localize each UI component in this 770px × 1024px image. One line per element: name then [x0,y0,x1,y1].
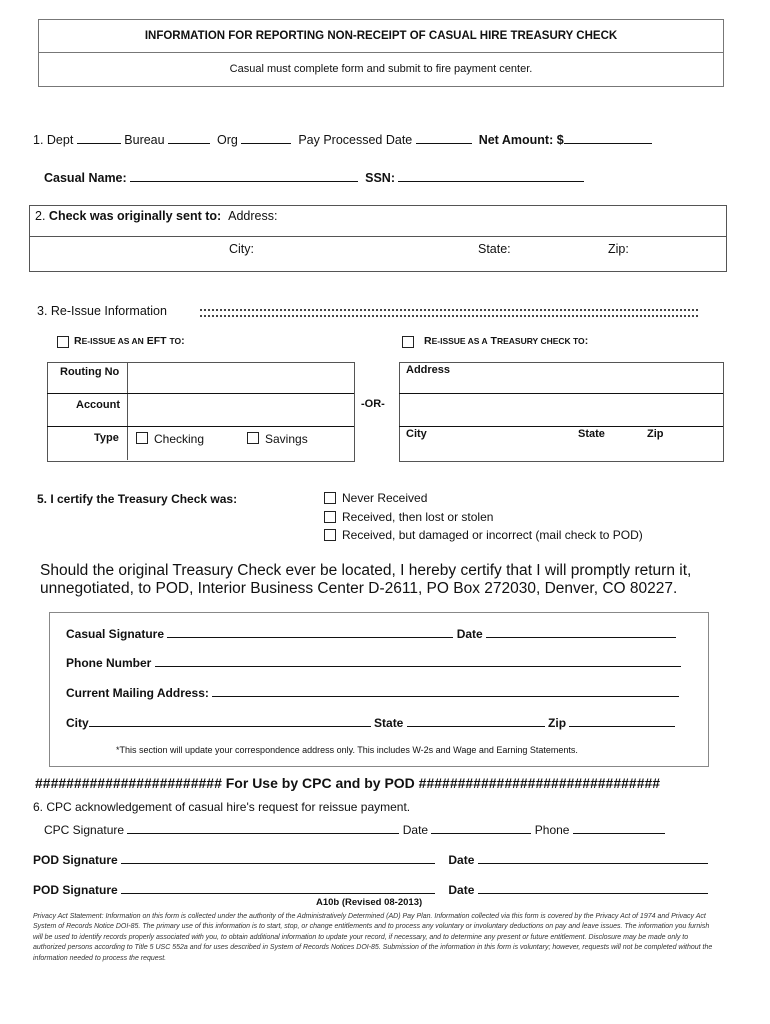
savings-label: Savings [265,432,308,446]
account-field[interactable] [130,396,352,425]
city-state-zip-row [66,716,675,730]
casual-signature-label: Casual Signature [66,627,165,641]
cpc-phone-label: Phone [534,823,570,837]
check-sent-to-label: Check was originally sent to: [48,209,222,223]
orig-city-label: City: [229,242,254,256]
casual-city-field[interactable] [89,725,371,727]
treasury-city-label: City [406,428,427,440]
form-subtitle: Casual must complete form and submit to fire payment center. [229,63,533,75]
form-title: INFORMATION FOR REPORTING NON-RECEIPT OF CASUAL HIRE TREASURY CHECK [39,20,723,53]
pod-date-field-2[interactable] [478,892,708,894]
pod-signature-row-1 [33,853,708,867]
dotted-separator [200,309,698,317]
casual-state-field[interactable] [407,725,545,727]
phone-row [66,656,681,670]
reissue-title: 3. Re-Issue Information [37,304,167,318]
pod-date-field-1[interactable] [478,862,708,864]
phone-label: Phone Number [66,656,152,670]
treasury-option-label: RE-ISSUE AS A TREASURY CHECK TO: [424,335,589,347]
org-label: Org [217,133,238,147]
cpc-date-field[interactable] [431,832,531,834]
org-field[interactable] [241,142,291,144]
statement-line-1: Should the original Treasury Check ever be located, I hereby certify that I will promptly return it, [40,562,692,579]
cpc-signature-row [44,823,665,837]
mailing-row [66,686,679,700]
section1-row2 [44,171,584,185]
casual-date-label: Date [456,627,483,641]
casual-name-field[interactable] [130,180,358,182]
mailing-field[interactable] [212,695,679,697]
section2-number: 2. [35,209,46,223]
treasury-zip-label: Zip [647,428,664,440]
treasury-row-divider-1 [399,393,723,394]
bureau-field[interactable] [168,142,210,144]
treasury-row-divider-2 [399,426,723,427]
phone-field[interactable] [155,665,681,667]
eft-checkbox[interactable] [57,336,69,348]
never-received-checkbox[interactable] [324,492,336,504]
checking-label: Checking [154,432,205,446]
pay-date-label: Pay Processed Date [298,133,413,147]
pod-signature-field-2[interactable] [121,892,435,894]
routing-label: Routing No [60,366,120,378]
eft-option-label: RE-ISSUE AS AN EFT TO: [74,335,185,347]
orig-zip-label: Zip: [608,242,629,256]
treasury-state-label: State [578,428,605,440]
lost-stolen-checkbox[interactable] [324,511,336,523]
account-label: Account [76,399,120,411]
checking-checkbox[interactable] [136,432,148,444]
casual-signature-row [66,627,676,641]
cpc-signature-field[interactable] [127,832,399,834]
form-id: A10b (Revised 08-2013) [316,897,423,908]
casual-zip-label: Zip [548,716,567,730]
casual-city-label: City [66,716,89,730]
ssn-field[interactable] [398,180,584,182]
cpc-banner: ######################## For Use by CPC and by POD ############################### [35,775,661,791]
privacy-act-statement: Privacy Act Statement: Information on this form is collected under the authority of the Administratively Determined (AD) Pay Plan. Information collected via this form is covered by the Privacy Act of 1974 and Privacy Act System of Records Notice DOI-85. The primary use of this information is to start, stop, or change entitlements and to process any voluntary or involuntary deductions on pay and leave issues. The information you furnish will be used to identify records properly associated with you, to obtain additional information to update your record, if necessary, and to determine any present or future entitlement. Disclosure may be made only to authorized persons according to Title 5 USC 552a and for uses described in System of Records Notices DOI-85. Submission of the information in this form is voluntary; however, requests will not be completed without the information needed to process the request. [33,913,713,962]
cpc-phone-field[interactable] [573,832,665,834]
pod-signature-field-1[interactable] [121,862,435,864]
eft-row-divider-1 [47,393,354,394]
or-separator: -OR- [361,398,385,410]
net-amount-field[interactable] [564,142,652,144]
form-header [38,19,724,87]
routing-field[interactable] [130,364,352,392]
lost-stolen-label: Received, then lost or stolen [342,510,494,524]
net-amount-label: Net Amount: $ [478,133,564,147]
casual-zip-field[interactable] [569,725,675,727]
pod-signature-row-2 [33,883,708,897]
certify-label: 5. I certify the Treasury Check was: [37,492,238,506]
ssn-label: SSN: [365,171,395,185]
type-label: Type [94,432,119,444]
mailing-label: Current Mailing Address: [66,686,209,700]
dept-label: 1. Dept [33,133,74,147]
treasury-address-label: Address [406,364,451,376]
casual-name-label: Casual Name: [44,171,127,185]
damaged-label: Received, but damaged or incorrect (mail check to POD) [342,528,643,542]
statement-line-2: unnegotiated, to POD, Interior Business Center D-2611, PO Box 272030, Denver, CO 80227. [40,580,678,597]
dept-field[interactable] [77,142,121,144]
damaged-checkbox[interactable] [324,529,336,541]
treasury-address-table [399,362,724,462]
correspondence-note: *This section will update your correspondence address only. This includes W-2s and Wage and Earning Statements. [116,745,578,755]
orig-state-label: State: [478,242,511,256]
treasury-checkbox[interactable] [402,336,414,348]
casual-state-label: State [374,716,404,730]
cpc-date-label: Date [402,823,429,837]
eft-row-divider-2 [47,426,354,427]
bureau-label: Bureau [124,133,165,147]
pod-date-label-1: Date [448,853,475,867]
pod-signature-label-1: POD Signature [33,853,118,867]
section2-label [35,209,277,223]
address-label: Address: [228,209,278,223]
savings-checkbox[interactable] [247,432,259,444]
pod-date-label-2: Date [448,883,475,897]
never-received-label: Never Received [342,491,428,505]
section1-row1 [33,133,652,147]
pod-signature-label-2: POD Signature [33,883,118,897]
casual-signature-field[interactable] [167,636,453,638]
casual-date-field[interactable] [486,636,676,638]
pay-date-field[interactable] [416,142,472,144]
cpc-signature-label: CPC Signature [44,823,125,837]
cpc-item6: 6. CPC acknowledgement of casual hire's request for reissue payment. [33,800,411,814]
